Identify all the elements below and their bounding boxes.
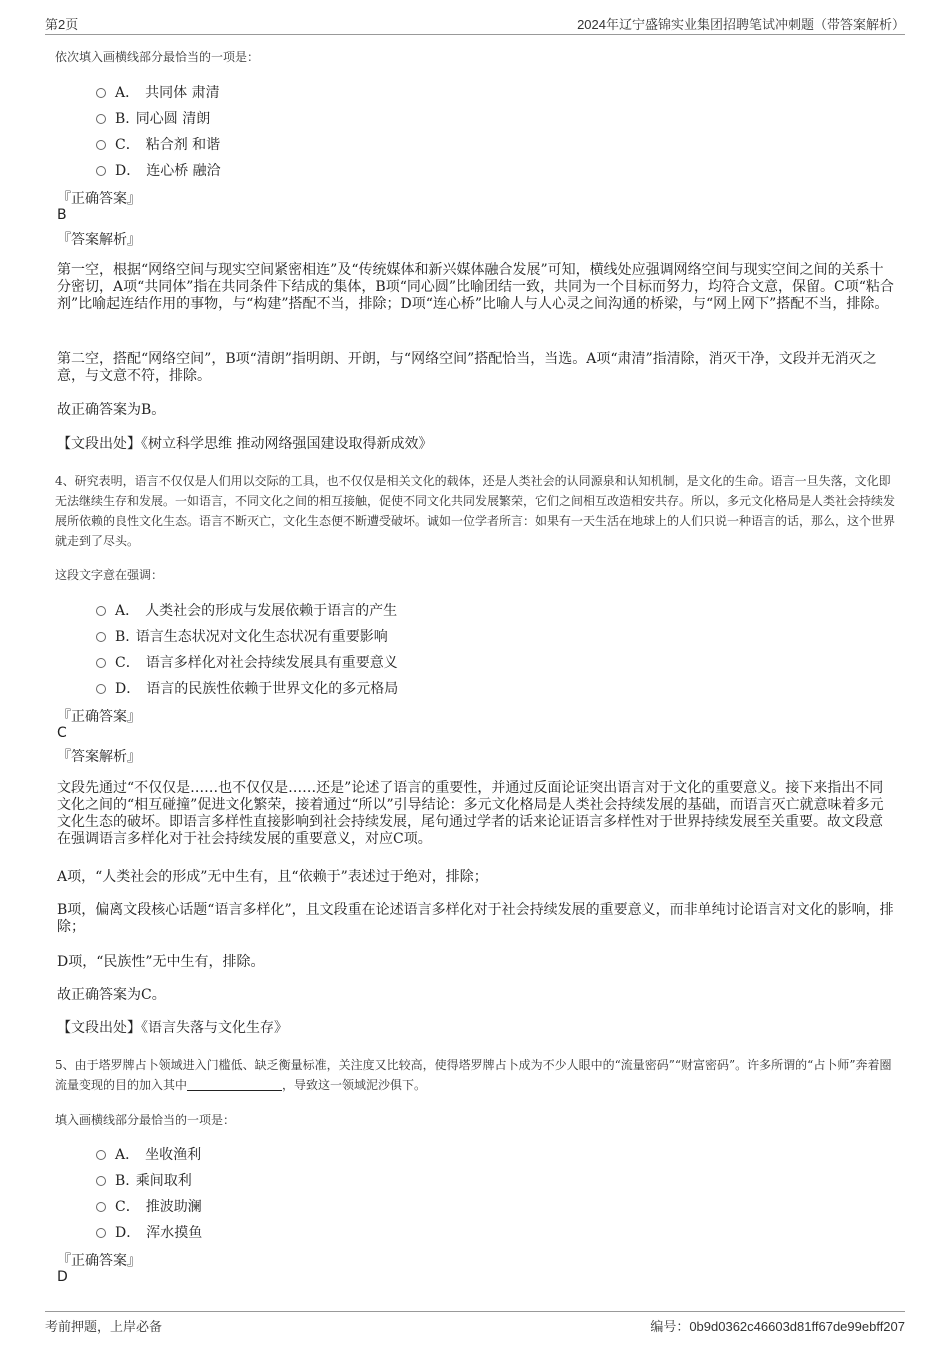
radio-icon[interactable]	[96, 632, 106, 642]
q4-analysis-p5: 故正确答案为C。	[57, 987, 166, 1003]
q5-option-a[interactable]: A． 坐收渔利	[96, 1144, 201, 1164]
radio-icon[interactable]	[96, 1176, 106, 1186]
q5-answer-label: 『正确答案』	[57, 1253, 141, 1269]
radio-icon[interactable]	[96, 1228, 106, 1238]
q3-prompt: 依次填入画横线部分最恰当的一项是：	[55, 50, 260, 64]
footer-slogan: 考前押题，上岸必备	[45, 1319, 163, 1334]
document-title: 2024年辽宁盛锦实业集团招聘笔试冲刺题（带答案解析）	[577, 17, 905, 32]
q4-stem: 4、研究表明，语言不仅仅是人们用以交际的工具，也不仅仅是相关文化的载体，还是人类社会的认同源泉和认知机制，是文化的生命。语言一旦失落，文化即无法继续生存和发展。一如语言，不同文化之间的相互接触，促使不同文化共同发展繁荣，它们之间相互改造相安共存。所以，多元文化格局是人类社会持续发展所依赖的良性文化生态。语言不断灭亡，文化生态便不断遭受破坏。诚如一位学者所言：如果有一天生活在地球上的人们只说一种语言的话，那么，这个世界就走到了尽头。	[55, 474, 896, 548]
q3-source: 【文段出处】《树立科学思维 推动网络强国建设取得新成效》	[57, 436, 433, 452]
page-number: 第2页	[45, 17, 79, 32]
q5-option-d[interactable]: D． 浑水摸鱼	[96, 1222, 202, 1242]
q3-answer: B	[57, 207, 67, 223]
q4-option-b[interactable]: B. 语言生态状况对文化生态状况有重要影响	[96, 626, 388, 646]
q4-analysis-p1: 文段先通过“不仅仅是……也不仅仅是……还是”论述了语言的重要性，并通过反面论证突出语言对于文化的重要意义。接下来指出不同文化之间的“相互碰撞”促进文化繁荣，接着通过“所以”引导结论：多元文化格局是人类社会持续发展的基础，而语言灭亡就意味着多元文化生态的破坏。即语言多样性直接影响到社会持续发展，尾句通过学者的话来论证语言多样性对于世界持续发展至关重要。故文段意在强调语言多样化对于社会持续发展的重要意义，对应C项。	[57, 780, 884, 847]
q4-analysis-label: 『答案解析』	[57, 749, 141, 765]
q4-prompt: 这段文字意在强调：	[55, 568, 164, 582]
radio-icon[interactable]	[96, 684, 106, 694]
radio-icon[interactable]	[96, 114, 106, 124]
q3-analysis-label: 『答案解析』	[57, 232, 141, 248]
q3-option-b[interactable]: B. 同心圆 清朗	[96, 108, 210, 128]
q5-option-b[interactable]: B. 乘间取利	[96, 1170, 192, 1190]
q3-answer-label: 『正确答案』	[57, 191, 141, 207]
q5-prompt: 填入画横线部分最恰当的一项是：	[55, 1113, 236, 1127]
q3-option-d[interactable]: D． 连心桥 融洽	[96, 160, 221, 180]
page-footer	[45, 1311, 905, 1334]
radio-icon[interactable]	[96, 1202, 106, 1212]
radio-icon[interactable]	[96, 606, 106, 616]
q4-source: 【文段出处】《语言失落与文化生存》	[57, 1020, 288, 1036]
radio-icon[interactable]	[96, 88, 106, 98]
q3-option-c[interactable]: C． 粘合剂 和谐	[96, 134, 220, 154]
q5-stem: 5、由于塔罗牌占卜领域进入门槛低、缺乏衡量标准，关注度又比较高，使得塔罗牌占卜成为不少人眼中的“流量密码”“财富密码”。许多所谓的“占卜师”奔着圈流量变现的目的加入其中 ，导致这一领域泥沙俱下。	[55, 1058, 892, 1092]
radio-icon[interactable]	[96, 166, 106, 176]
q3-option-a[interactable]: A． 共同体 肃清	[96, 82, 220, 102]
q3-analysis-p3: 故正确答案为B。	[57, 402, 166, 418]
q5-option-c[interactable]: C． 推波助澜	[96, 1196, 202, 1216]
q4-analysis-p4: D项，“民族性”无中生有，排除。	[57, 954, 265, 970]
q5-answer: D	[57, 1269, 68, 1285]
document-code: 编号：0b9d0362c46603d81ff67de99ebff207	[650, 1319, 905, 1334]
radio-icon[interactable]	[96, 140, 106, 150]
q3-analysis-p1: 第一空，根据“网络空间与现实空间紧密相连”及“传统媒体和新兴媒体融合发展”可知，横线处应强调网络空间与现实空间之间的关系十分密切，A项“共同体”指在共同条件下结成的集体，B项“同心圆”比喻团结一致，共同为一个目标而努力，均符合文意，保留。C项“粘合剂”比喻起连结作用的事物，与“构建”搭配不当，排除；D项“连心桥”比喻人与人心灵之间沟通的桥梁，与“网上网下”搭配不当，排除。	[57, 262, 894, 312]
q3-analysis-p2: 第二空，搭配“网络空间”，B项“清朗”指明朗、开朗，与“网络空间”搭配恰当，当选。A项“肃清”指清除，消灭干净，文段并无消灭之意，与文意不符，排除。	[57, 351, 877, 384]
radio-icon[interactable]	[96, 1150, 106, 1160]
q4-option-c[interactable]: C． 语言多样化对社会持续发展具有重要意义	[96, 652, 398, 672]
fill-blank	[187, 1078, 282, 1091]
q4-analysis-p2: A项，“人类社会的形成”无中生有，且“依赖于”表述过于绝对，排除；	[57, 869, 488, 885]
radio-icon[interactable]	[96, 658, 106, 668]
page-header	[45, 12, 905, 35]
q4-option-d[interactable]: D． 语言的民族性依赖于世界文化的多元格局	[96, 678, 398, 698]
q4-answer-label: 『正确答案』	[57, 709, 141, 725]
q4-option-a[interactable]: A． 人类社会的形成与发展依赖于语言的产生	[96, 600, 397, 620]
q4-answer: C	[57, 725, 67, 741]
q4-analysis-p3: B项，偏离文段核心话题“语言多样化”，且文段重在论述语言多样化对于社会持续发展的重要意义，而非单纯讨论语言对文化的影响，排除；	[57, 902, 894, 935]
